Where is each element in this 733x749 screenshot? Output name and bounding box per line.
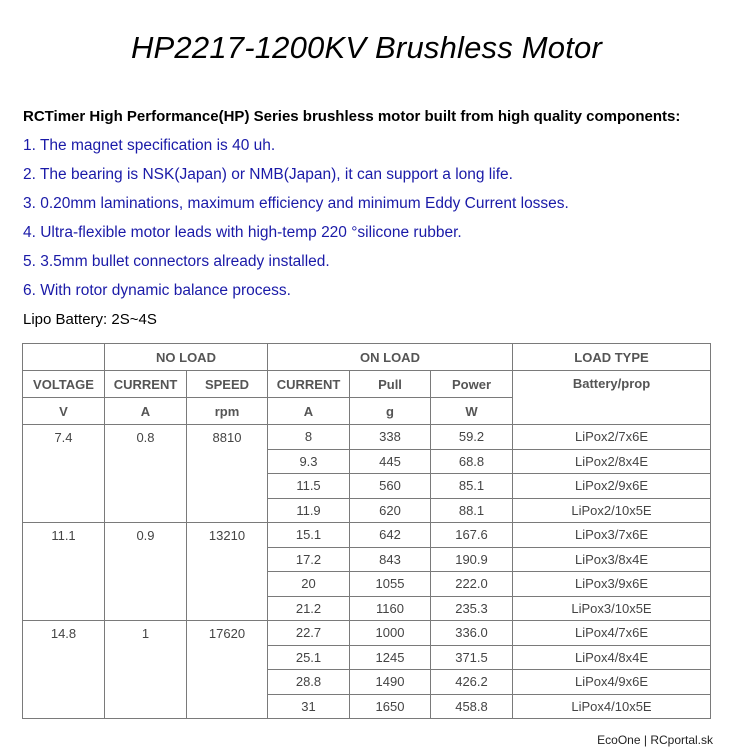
feature-item: 3. 0.20mm laminations, maximum efficiency and minimum Eddy Current losses.: [23, 195, 569, 212]
unit-header: rpm: [187, 398, 268, 425]
power-cell: 59.2: [431, 425, 513, 450]
power-cell: 68.8: [431, 449, 513, 474]
battery-info: Lipo Battery: 2S~4S: [23, 311, 157, 328]
table-group-header-row: [23, 344, 711, 371]
current-cell: 15.1: [268, 523, 350, 548]
pull-cell: 620: [350, 498, 431, 523]
voltage-cell: 14.8: [23, 621, 105, 719]
battery-prop-cell: LiPox2/9x6E: [513, 474, 711, 499]
battery-prop-cell: LiPox3/10x5E: [513, 596, 711, 621]
pull-cell: 642: [350, 523, 431, 548]
pull-cell: 1245: [350, 645, 431, 670]
battery-prop-cell: LiPox2/8x4E: [513, 449, 711, 474]
speed-cell: 8810: [187, 425, 268, 523]
power-cell: 458.8: [431, 694, 513, 719]
intro-text: RCTimer High Performance(HP) Series brushless motor built from high quality components:: [23, 108, 681, 125]
battery-prop-cell: LiPox4/9x6E: [513, 670, 711, 695]
battery-prop-cell: LiPox2/10x5E: [513, 498, 711, 523]
current-cell: 31: [268, 694, 350, 719]
pull-cell: 1490: [350, 670, 431, 695]
group-header-on-load: ON LOAD: [268, 344, 513, 371]
current-cell: 22.7: [268, 621, 350, 646]
pull-cell: 1000: [350, 621, 431, 646]
feature-item: 1. The magnet specification is 40 uh.: [23, 137, 276, 154]
power-cell: 222.0: [431, 572, 513, 597]
current-cell: 9.3: [268, 449, 350, 474]
noload-current-cell: 0.9: [105, 523, 187, 621]
unit-header: A: [268, 398, 350, 425]
pull-cell: 338: [350, 425, 431, 450]
voltage-cell: 7.4: [23, 425, 105, 523]
table-column-header-row: [23, 371, 711, 398]
power-cell: 336.0: [431, 621, 513, 646]
table-row: [23, 425, 711, 450]
table-row: [23, 523, 711, 548]
battery-prop-cell: LiPox4/10x5E: [513, 694, 711, 719]
feature-item: 5. 3.5mm bullet connectors already installed.: [23, 253, 330, 270]
pull-cell: 560: [350, 474, 431, 499]
current-cell: 11.5: [268, 474, 350, 499]
current-cell: 20: [268, 572, 350, 597]
battery-prop-cell: LiPox3/9x6E: [513, 572, 711, 597]
column-header: Pull: [350, 371, 431, 398]
power-cell: 88.1: [431, 498, 513, 523]
current-cell: 8: [268, 425, 350, 450]
current-cell: 21.2: [268, 596, 350, 621]
feature-list: [23, 136, 569, 310]
current-cell: 25.1: [268, 645, 350, 670]
column-header: SPEED: [187, 371, 268, 398]
noload-current-cell: 1: [105, 621, 187, 719]
column-header: Battery/prop: [513, 371, 711, 425]
feature-item: 6. With rotor dynamic balance process.: [23, 282, 291, 299]
column-header: Power: [431, 371, 513, 398]
battery-prop-cell: LiPox2/7x6E: [513, 425, 711, 450]
pull-cell: 1650: [350, 694, 431, 719]
speed-cell: 13210: [187, 523, 268, 621]
unit-header: A: [105, 398, 187, 425]
page-title: HP2217-1200KV Brushless Motor: [130, 30, 603, 65]
battery-prop-cell: LiPox3/7x6E: [513, 523, 711, 548]
group-header-no-load: NO LOAD: [105, 344, 268, 371]
pull-cell: 445: [350, 449, 431, 474]
pull-cell: 1160: [350, 596, 431, 621]
power-cell: 371.5: [431, 645, 513, 670]
power-cell: 85.1: [431, 474, 513, 499]
column-header: VOLTAGE: [23, 371, 105, 398]
power-cell: 426.2: [431, 670, 513, 695]
unit-header: g: [350, 398, 431, 425]
pull-cell: 1055: [350, 572, 431, 597]
table-header-cell: [23, 344, 105, 371]
battery-prop-cell: LiPox3/8x4E: [513, 547, 711, 572]
footer-credit: EcoOne | RCportal.sk: [597, 733, 713, 747]
pull-cell: 843: [350, 547, 431, 572]
noload-current-cell: 0.8: [105, 425, 187, 523]
battery-prop-cell: LiPox4/7x6E: [513, 621, 711, 646]
speed-cell: 17620: [187, 621, 268, 719]
column-header: CURRENT: [105, 371, 187, 398]
unit-header: W: [431, 398, 513, 425]
spec-table: [22, 343, 711, 719]
current-cell: 11.9: [268, 498, 350, 523]
battery-prop-cell: LiPox4/8x4E: [513, 645, 711, 670]
power-cell: 190.9: [431, 547, 513, 572]
unit-header: V: [23, 398, 105, 425]
power-cell: 167.6: [431, 523, 513, 548]
column-header: CURRENT: [268, 371, 350, 398]
feature-item: 2. The bearing is NSK(Japan) or NMB(Japan), it can support a long life.: [23, 166, 513, 183]
power-cell: 235.3: [431, 596, 513, 621]
table-row: [23, 621, 711, 646]
current-cell: 17.2: [268, 547, 350, 572]
voltage-cell: 11.1: [23, 523, 105, 621]
feature-item: 4. Ultra-flexible motor leads with high-temp 220 °silicone rubber.: [23, 224, 462, 241]
current-cell: 28.8: [268, 670, 350, 695]
group-header-load-type: LOAD TYPE: [513, 344, 711, 371]
